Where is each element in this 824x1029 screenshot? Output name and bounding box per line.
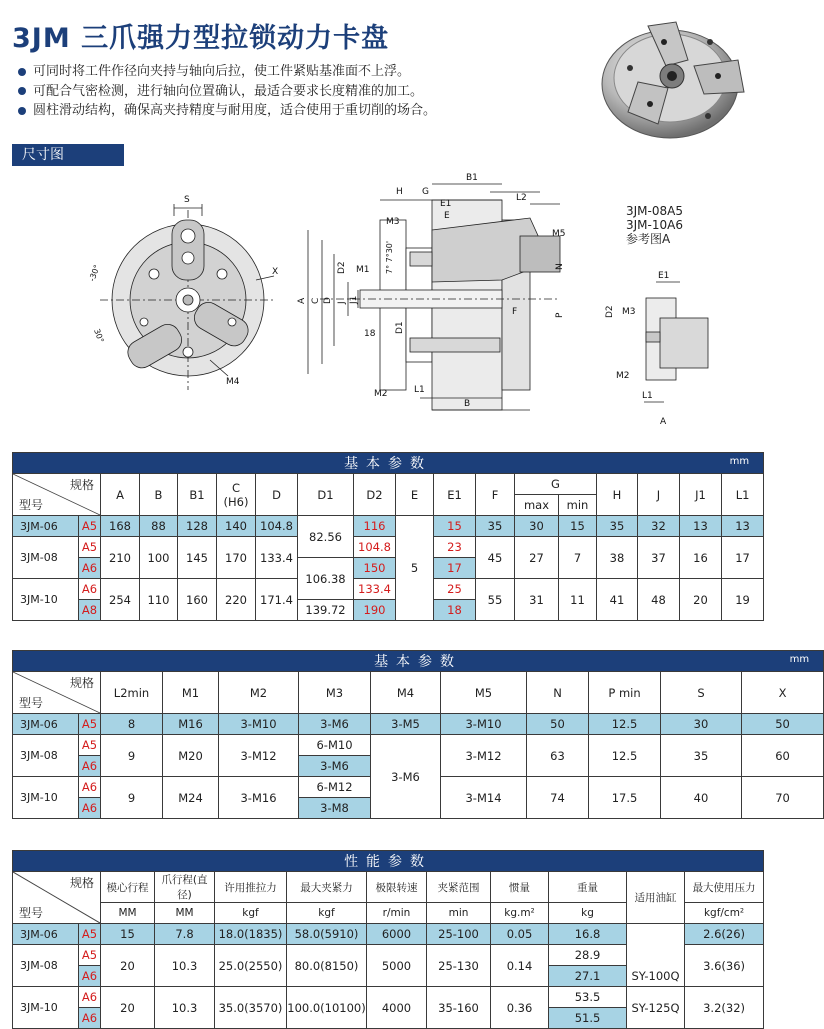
col-header: C (H6) [217, 474, 256, 516]
label-angle: 7° 7°30' [385, 240, 394, 274]
table-row: 3JM-06 A5 168 88 128 140 104.8 82.56 116 5 15 35 30 15 35 32 13 13 [13, 516, 764, 537]
ref-label-l1: L1 [642, 391, 653, 401]
spec-table-basic-1 [12, 452, 764, 621]
col-header: 惯量 [491, 872, 549, 903]
table-row: 3JM-06 A5 8 M16 3-M10 3-M6 3-M5 3-M10 50 12.5 30 50 [13, 714, 824, 735]
table-row: A6 3-M8 [13, 798, 824, 819]
corner-cell: 规格 型号 [13, 872, 101, 924]
label-l2: L2 [516, 193, 527, 203]
ref-label-e1: E1 [658, 271, 670, 281]
col-unit: min [427, 903, 491, 924]
col-header: D1 [298, 474, 354, 516]
table-row: 3JM-10 A6 9 M24 3-M16 6-M12 3-M14 74 17.5 40 70 [13, 777, 824, 798]
col-header: J1 [680, 474, 722, 516]
table-row: A6 106.38 150 17 [13, 558, 764, 579]
page-title: 3JM 三爪强力型拉锁动力卡盘 [12, 23, 390, 54]
label-m3: M3 [386, 217, 400, 227]
ref-label-d2: D2 [605, 305, 615, 318]
label-h: H [396, 187, 403, 197]
label-j: J [337, 301, 347, 304]
bullet-icon [18, 107, 26, 115]
col-header: H [597, 474, 638, 516]
spec-table-basic-2 [12, 650, 824, 819]
label-m5: M5 [552, 229, 566, 239]
col-header: 适用油缸 [627, 872, 685, 924]
table-row: 3JM-10 A6 254 110 160 220 171.4 133.4 25 55 31 11 41 48 20 19 [13, 579, 764, 600]
label-neg30: -30° [87, 263, 102, 283]
col-unit: MM [101, 903, 155, 924]
col-header: M4 [371, 672, 441, 714]
label-f: F [512, 307, 518, 317]
col-header: N [527, 672, 589, 714]
label-x: X [272, 267, 279, 277]
unit-label: mm [789, 654, 810, 665]
label-g: G [422, 187, 429, 197]
ref-label-m3: M3 [622, 307, 636, 317]
col-header: M3 [299, 672, 371, 714]
table-row: 3JM-08 A5 20 10.3 25.0(2550) 80.0(8150) 5000 25-130 0.14 28.9 3.6(36) [13, 945, 764, 966]
label-d2: D2 [337, 261, 347, 274]
label-e1: E1 [440, 199, 452, 209]
col-subheader: max [515, 495, 559, 516]
feature-item: 可配合气密检测，进行轴向位置确认，最适合要求长度精准的加工。 [18, 82, 436, 102]
col-unit: kgf/cm² [685, 903, 764, 924]
table-row: 3JM-06 A5 15 7.8 18.0(1835) 58.0(5910) 6000 25-100 0.05 16.8 SY-100Q 2.6(26) [13, 924, 764, 945]
label-m1: M1 [356, 265, 370, 275]
table-row: 3JM-08 A5 9 M20 3-M12 6-M10 3-M6 3-M12 63 12.5 35 60 [13, 735, 824, 756]
col-header: M1 [163, 672, 219, 714]
col-header: X [742, 672, 824, 714]
feature-list [18, 62, 436, 121]
col-header: D [256, 474, 298, 516]
bullet-icon [18, 68, 26, 76]
table-header: 性能参数 [13, 851, 764, 872]
label-c: C [311, 297, 321, 304]
table-row: A6 51.5 [13, 1008, 764, 1029]
col-unit: kg [549, 903, 627, 924]
table-row: 3JM-10 A6 20 10.3 35.0(3570) 100.0(10100) 4000 35-160 0.36 53.5 SY-125Q 3.2(32) [13, 987, 764, 1008]
label-a: A [297, 297, 307, 304]
col-header: M5 [441, 672, 527, 714]
label-b1: B1 [466, 173, 478, 183]
col-header: M2 [219, 672, 299, 714]
label-d: D [323, 297, 333, 304]
performance-table [12, 850, 764, 1029]
col-unit: r/min [367, 903, 427, 924]
col-header: P min [589, 672, 661, 714]
corner-cell: 规格 型号 [13, 672, 101, 714]
corner-cell: 规格 型号 [13, 474, 101, 516]
col-header: B1 [178, 474, 217, 516]
col-header: D2 [354, 474, 396, 516]
col-unit: kg.m² [491, 903, 549, 924]
col-header: A [101, 474, 140, 516]
label-l1: L1 [414, 385, 425, 395]
label-m2: M2 [374, 389, 388, 399]
col-header: J [638, 474, 680, 516]
bullet-icon [18, 87, 26, 95]
chuck-photo [598, 12, 758, 142]
col-header: 模心行程 [101, 872, 155, 903]
col-header: L1 [722, 474, 764, 516]
col-header: 重量 [549, 872, 627, 903]
col-header: E [396, 474, 434, 516]
label-p: P [555, 312, 565, 318]
label-pos30: 30° [92, 327, 106, 345]
table-row: A6 27.1 [13, 966, 764, 987]
col-unit: kgf [215, 903, 287, 924]
label-s: S [184, 195, 190, 205]
feature-item: 圆柱滑动结构，确保高夹持精度与耐用度，适合使用于重切削的场合。 [18, 101, 436, 121]
table-row: A8 139.72 190 18 [13, 600, 764, 621]
col-header: L2min [101, 672, 163, 714]
col-subheader: min [559, 495, 597, 516]
table-row: A6 3-M6 [13, 756, 824, 777]
label-n: N [555, 263, 565, 270]
table-row: 3JM-08 A5 210 100 145 170 133.4 104.8 23 45 27 7 38 37 16 17 [13, 537, 764, 558]
col-header: G [515, 474, 597, 495]
col-header: 极限转速 [367, 872, 427, 903]
label-b: B [464, 399, 471, 409]
unit-label: mm [729, 456, 750, 467]
table-header: 基本参数 mm [13, 453, 764, 474]
col-header: 许用推拉力 [215, 872, 287, 903]
col-header: E1 [434, 474, 476, 516]
col-header: 最大夹紧力 [287, 872, 367, 903]
table-header: 基本参数 mm [13, 651, 824, 672]
col-header: S [661, 672, 742, 714]
label-m4: M4 [226, 377, 240, 387]
section-title-dimensions: 尺寸图 [12, 144, 124, 166]
col-header: B [140, 474, 178, 516]
col-unit: MM [155, 903, 215, 924]
col-header: 夹紧范围 [427, 872, 491, 903]
col-header: F [476, 474, 515, 516]
feature-item: 可同时将工件作径向夹持与轴向后拉，使工件紧贴基准面不上浮。 [18, 62, 436, 82]
ref-label-m2: M2 [616, 371, 630, 381]
label-j1: J1 [349, 295, 359, 304]
ref-label-a: A [660, 417, 667, 427]
label-18: 18 [364, 329, 376, 339]
col-unit: kgf [287, 903, 367, 924]
col-header: 最大使用压力 [685, 872, 764, 903]
col-header: 爪行程(直径) [155, 872, 215, 903]
reference-note: 3JM-08A5 3JM-10A6 参考图A [626, 204, 683, 246]
label-e: E [444, 211, 450, 221]
label-d1: D1 [395, 321, 405, 334]
